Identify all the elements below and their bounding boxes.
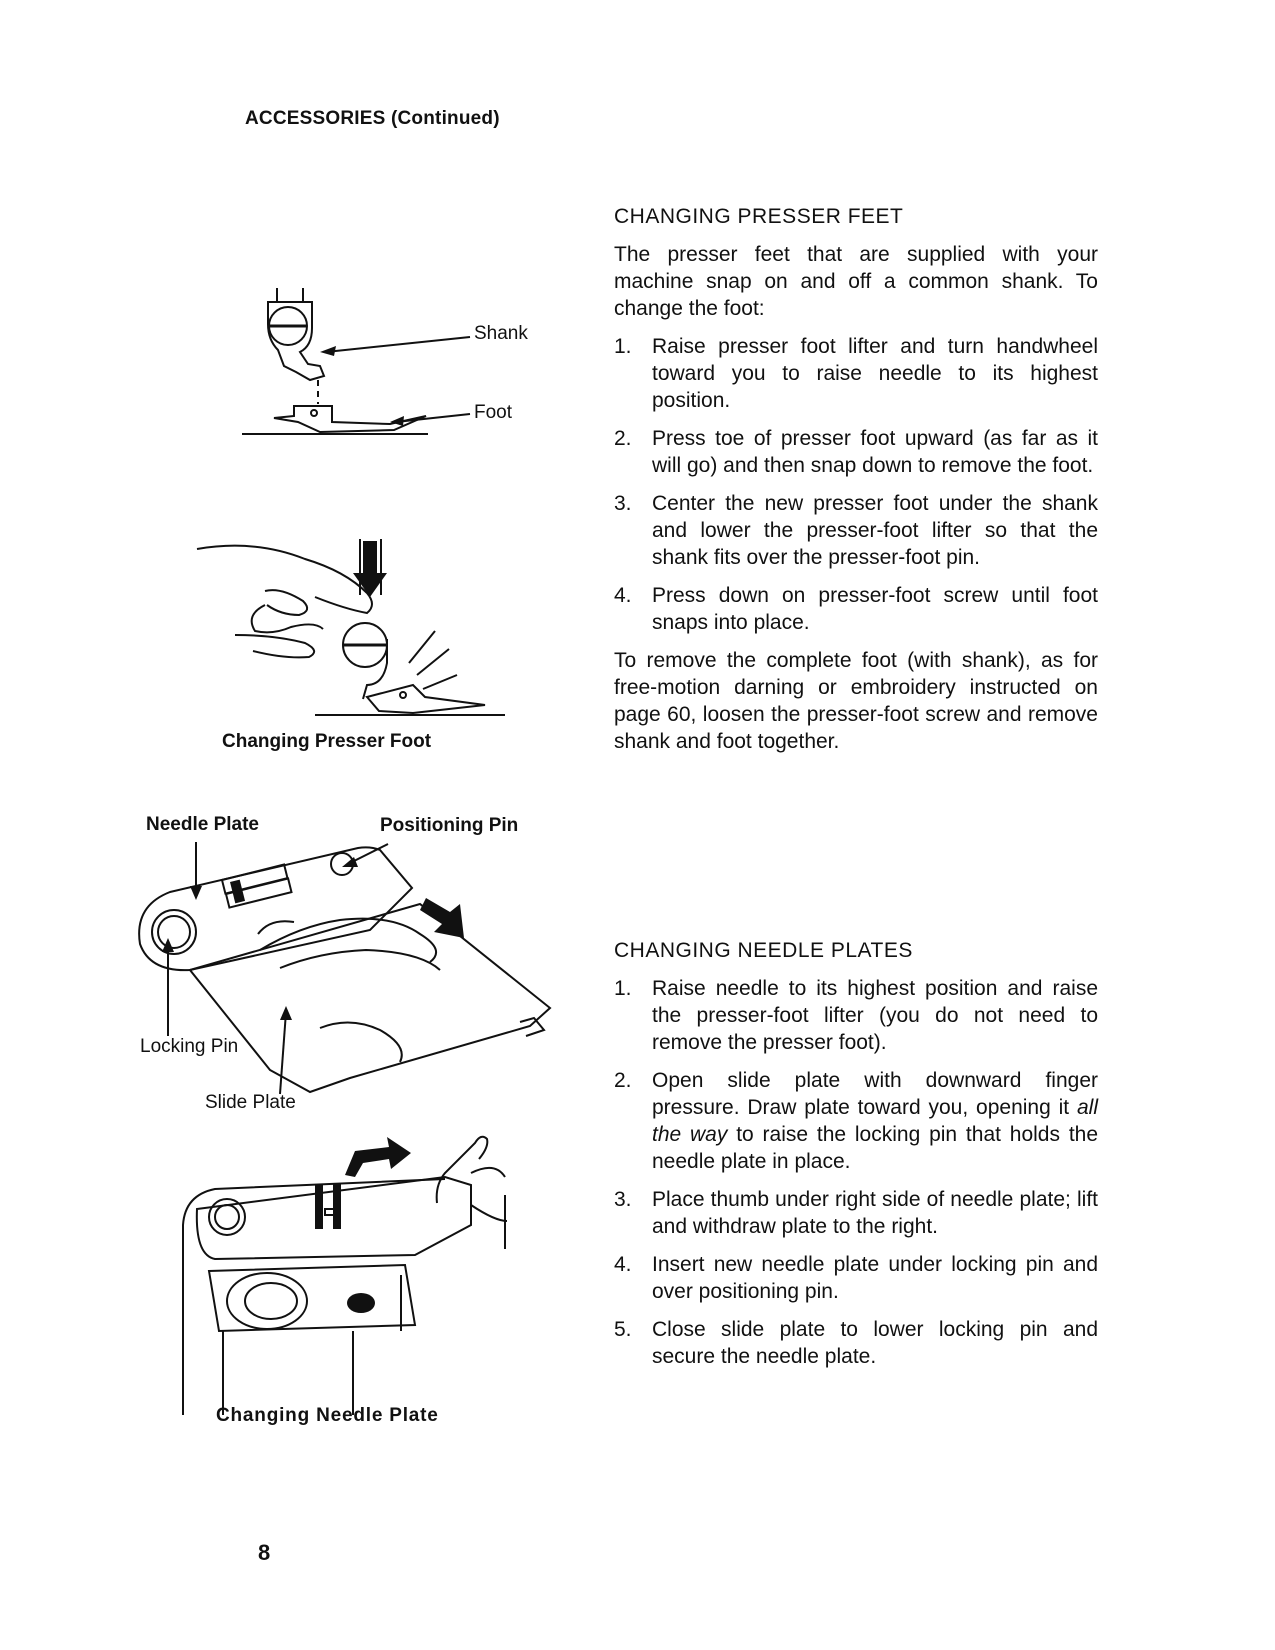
shank-label: Shank	[474, 323, 528, 344]
list-item: 3. Center the new presser foot under the shank and lower the presser-foot lifter so that the shank fits over the presser-foot pin.	[614, 492, 1098, 569]
list-item: 4. Press down on presser-foot screw until foot snaps into place.	[614, 584, 1098, 634]
press-foot-illustration	[195, 535, 515, 720]
section-header: ACCESSORIES (Continued)	[245, 108, 500, 129]
presser-foot-caption: Changing Presser Foot	[222, 731, 432, 752]
shank-foot-illustration	[240, 280, 560, 460]
presser-feet-section	[614, 203, 1098, 766]
list-item: 1. Raise needle to its highest position and raise the presser-foot lifter (you do not need to remove the presser foot).	[614, 977, 1098, 1054]
presser-feet-outro: To remove the complete foot (with shank), as for free-motion darning or embroidery instructed on page 60, loosen the presser-foot screw and remove shank and foot together.	[614, 649, 1098, 753]
needle-plates-steps	[614, 975, 1098, 1370]
presser-feet-intro: The presser feet that are supplied with your machine snap on and off a common shank. To change the foot:	[614, 243, 1098, 320]
list-item: 1. Raise presser foot lifter and turn handwheel toward you to raise needle to its highest position.	[614, 335, 1098, 412]
remove-needle-plate-illustration	[175, 1125, 525, 1415]
list-item: 4. Insert new needle plate under locking pin and over positioning pin.	[614, 1253, 1098, 1303]
page-number: 8	[258, 1540, 271, 1565]
needle-plates-section	[614, 937, 1098, 1381]
list-item: 3. Place thumb under right side of needle plate; lift and withdraw plate to the right.	[614, 1188, 1098, 1238]
locking-pin-label: Locking Pin	[140, 1036, 239, 1057]
list-item: 5. Close slide plate to lower locking pin and secure the needle plate.	[614, 1318, 1098, 1368]
needle-plate-caption: Changing Needle Plate	[216, 1405, 439, 1426]
slide-plate-label: Slide Plate	[205, 1092, 296, 1113]
list-item: 2. Press toe of presser foot upward (as far as it will go) and then snap down to remove the foot.	[614, 427, 1098, 477]
presser-feet-steps	[614, 333, 1098, 636]
needle-plate-label: Needle Plate	[146, 814, 259, 835]
list-item: 2. Open slide plate with downward finger pressure. Draw plate toward you, opening it all the way to raise the locking pin that holds the needle plate in place.	[614, 1069, 1099, 1173]
foot-label: Foot	[474, 402, 513, 423]
positioning-pin-label: Positioning Pin	[380, 815, 519, 836]
slide-plate-illustration	[130, 840, 570, 1100]
needle-plates-title: CHANGING NEEDLE PLATES	[614, 939, 913, 962]
presser-feet-title: CHANGING PRESSER FEET	[614, 205, 904, 228]
